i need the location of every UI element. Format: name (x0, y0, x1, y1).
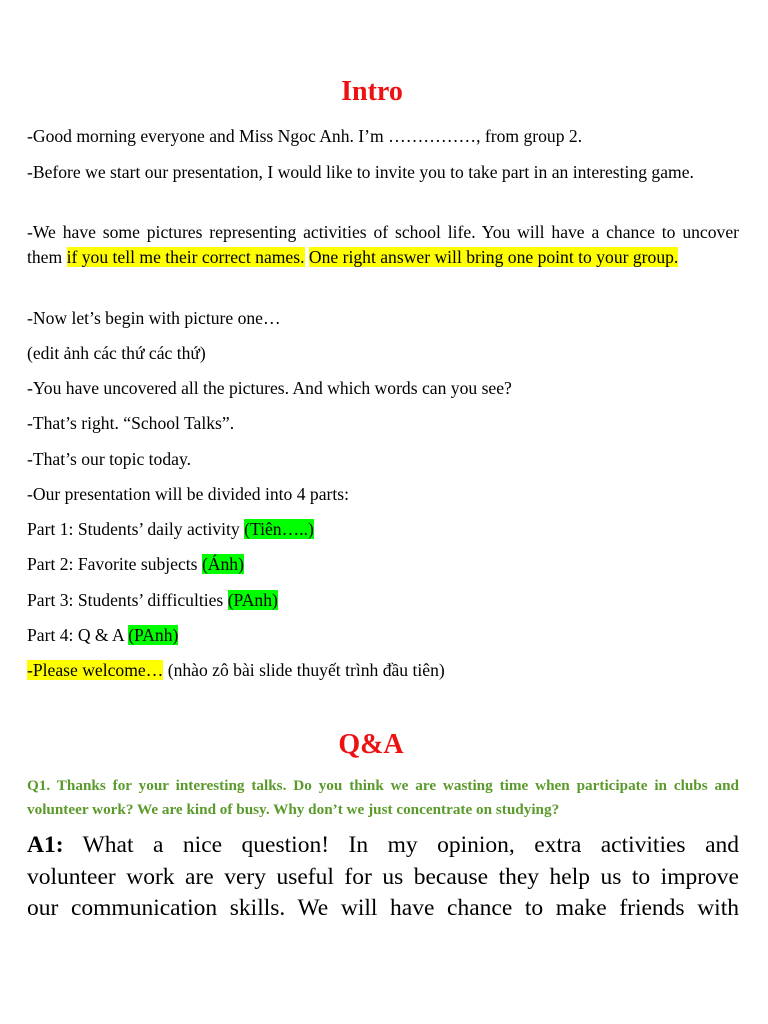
intro-heading: Intro (341, 76, 403, 107)
pictures-text: -We have some pictures representing activities of school life. You will have a chance to uncover them (27, 222, 739, 267)
welcome-note: (nhào zô bài slide thuyết trình đầu tiên) (163, 660, 445, 680)
highlight-welcome: -Please welcome… (27, 660, 164, 680)
question-1: Q1. Thanks for your interesting talks. Do you think we are wasting time when participate in clubs and volunteer work? We are kind of busy. Why don’t we just concentrate on studying? (27, 777, 739, 818)
part-item (27, 588, 739, 613)
intro-paragraph-edit-note: (edit ảnh các thứ các thứ) (27, 343, 206, 363)
answer-1-label: A1: (27, 832, 64, 858)
answer-1-line: volunteer work are very useful for us because they help us to improve (27, 863, 739, 890)
intro-paragraph-begin: -Now let’s begin with picture one… (27, 308, 281, 328)
answer-1-text: What a nice question! In my opinion, extra activities and (63, 832, 739, 858)
highlight-one-point: One right answer will bring one point to your group. (308, 247, 679, 267)
intro-paragraph-welcome (27, 658, 739, 683)
intro-paragraph-parts-intro: -Our presentation will be divided into 4 parts: (27, 484, 349, 504)
part-label: Part 4: Q & A (27, 625, 129, 645)
part-presenter: (PAnh) (227, 590, 278, 610)
part-presenter: (Ánh) (201, 554, 244, 574)
intro-paragraph-school-talks: -That’s right. “School Talks”. (27, 413, 235, 433)
intro-paragraph-invite: -Before we start our presentation, I would like to invite you to take part in an interesting game. (27, 162, 694, 182)
intro-paragraph-greeting: -Good morning everyone and Miss Ngoc Anh. I’m ……………, from group 2. (27, 126, 583, 146)
qa-heading: Q&A (338, 729, 404, 760)
intro-paragraph-uncovered: -You have uncovered all the pictures. And which words can you see? (27, 378, 512, 398)
answer-1 (27, 830, 739, 925)
part-item (27, 552, 739, 577)
part-presenter: (PAnh) (128, 625, 179, 645)
intro-paragraph-pictures (27, 220, 739, 270)
answer-1-line (27, 830, 739, 862)
part-label: Part 2: Favorite subjects (27, 554, 202, 574)
part-label: Part 3: Students’ difficulties (27, 590, 228, 610)
part-label: Part 1: Students’ daily activity (27, 519, 245, 539)
part-item (27, 517, 739, 542)
intro-paragraph-topic: -That’s our topic today. (27, 449, 192, 469)
part-presenter: (Tiên…..) (244, 519, 314, 539)
answer-1-line: our communication skills. We will have chance to make friends with (27, 895, 739, 921)
part-item (27, 623, 739, 648)
highlight-correct-names: if you tell me their correct names. (66, 247, 305, 267)
